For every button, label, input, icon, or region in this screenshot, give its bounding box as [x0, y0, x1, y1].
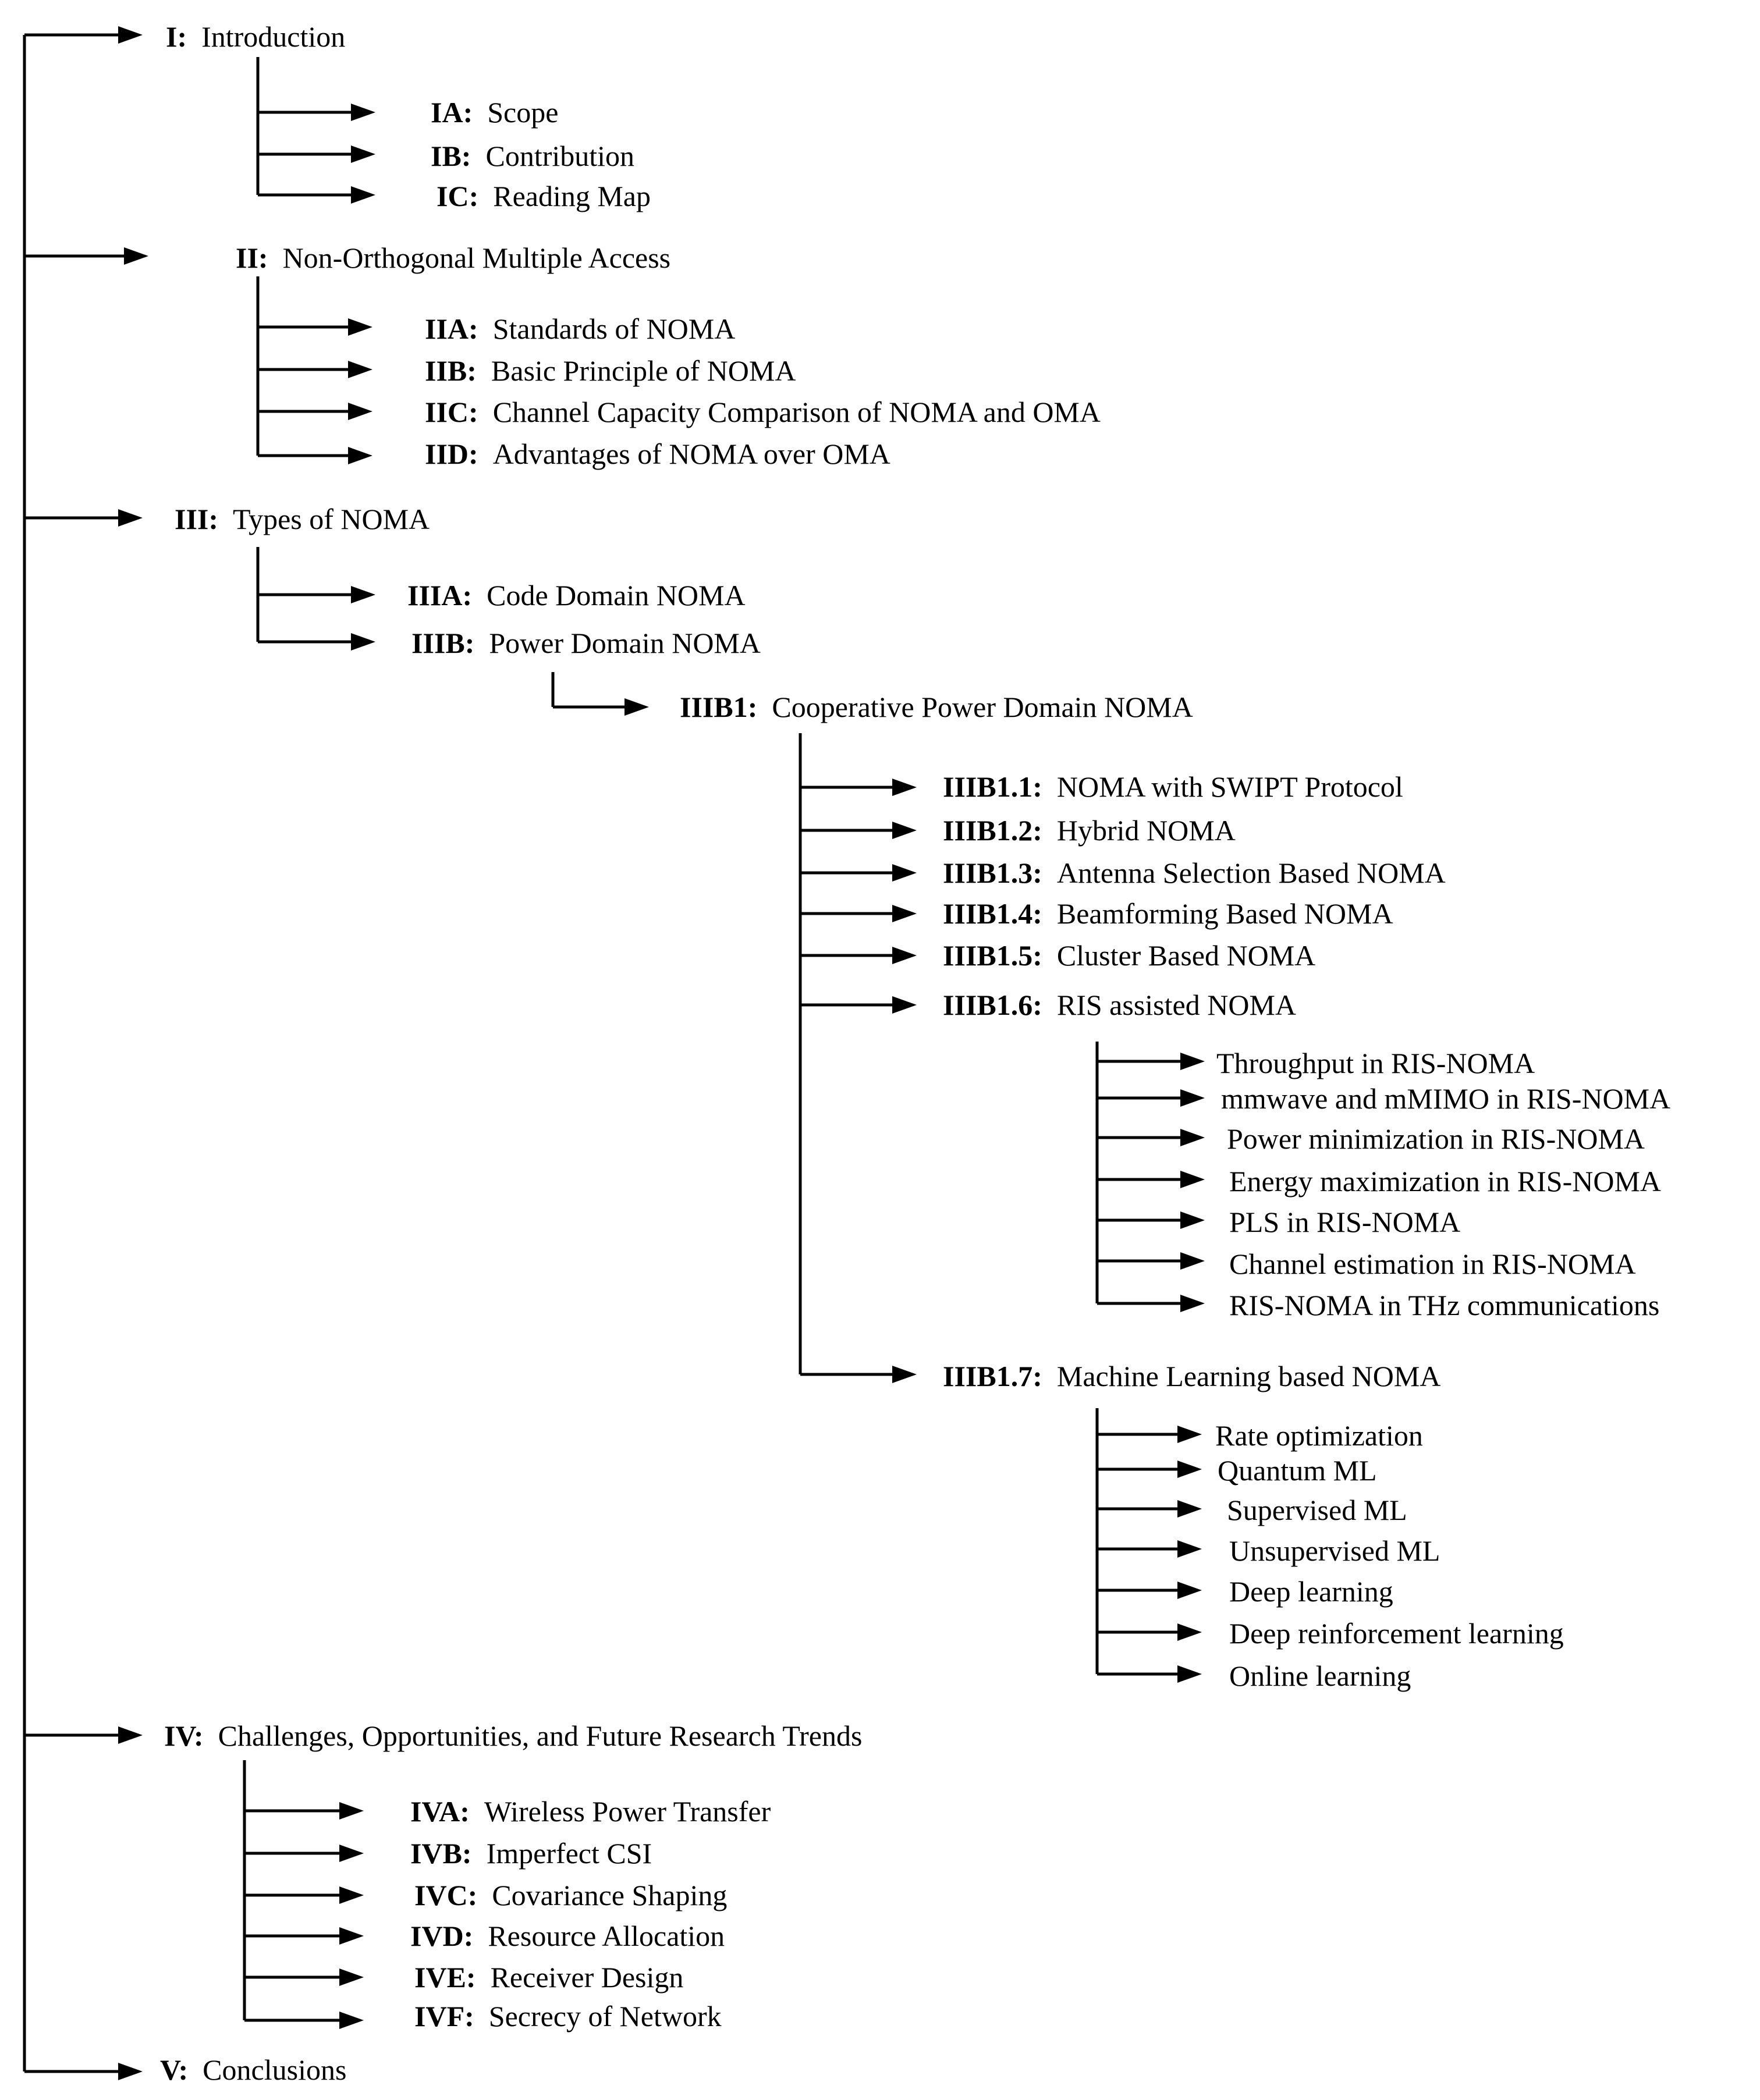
section-title: Channel estimation in RIS-NOMA	[1229, 1248, 1636, 1280]
node-ivc	[414, 1878, 727, 1913]
section-number: IIIB1.5:	[943, 939, 1042, 972]
ris-item	[1229, 1164, 1661, 1199]
section-title: Reading Map	[493, 180, 651, 212]
node-i	[166, 19, 345, 54]
section-title: Deep learning	[1229, 1575, 1393, 1608]
node-v	[160, 2052, 346, 2087]
node-ii	[236, 240, 670, 275]
section-number: IIIB1.1:	[943, 770, 1042, 803]
section-number: IIIB1.7:	[943, 1360, 1042, 1392]
section-number: IIIB:	[411, 627, 475, 659]
section-title: Standards of NOMA	[492, 312, 736, 345]
arrow-head	[339, 2012, 364, 2029]
arrow-head	[892, 947, 917, 964]
section-title: Types of NOMA	[233, 503, 430, 535]
arrow-head	[1180, 1053, 1205, 1070]
section-title: Secrecy of Network	[488, 2000, 722, 2033]
ml-item	[1229, 1533, 1440, 1568]
arrow-head	[1180, 1089, 1205, 1107]
arrow-head	[1180, 1171, 1205, 1188]
ml-item	[1229, 1658, 1411, 1693]
section-number: IIIB1.3:	[943, 857, 1042, 889]
ml-item	[1215, 1418, 1423, 1453]
node-iiib1-1	[943, 769, 1403, 804]
section-title: Hybrid NOMA	[1056, 814, 1236, 847]
node-ivd	[410, 1918, 725, 1953]
arrow-head	[348, 447, 372, 464]
arrow-head	[351, 633, 375, 651]
arrow-head	[1180, 1211, 1205, 1229]
section-title: Challenges, Opportunities, and Future Research Trends	[218, 1719, 863, 1752]
section-title: Cluster Based NOMA	[1056, 939, 1316, 972]
arrow-head	[351, 586, 375, 603]
node-iiib1	[680, 690, 1193, 724]
arrow-head	[348, 403, 372, 420]
section-title: Power Domain NOMA	[489, 627, 761, 659]
section-title: Deep reinforcement learning	[1229, 1617, 1564, 1650]
arrow-head	[1180, 1129, 1205, 1146]
node-ic	[437, 179, 651, 214]
section-number: IVA:	[410, 1795, 470, 1828]
section-number: IVF:	[414, 2000, 474, 2033]
section-title: Machine Learning based NOMA	[1056, 1360, 1441, 1392]
section-title: Advantages of NOMA over OMA	[492, 438, 890, 470]
arrow-head	[348, 318, 372, 336]
section-title: Supervised ML	[1227, 1494, 1407, 1526]
node-iii	[175, 502, 430, 536]
section-title: Introduction	[201, 20, 346, 53]
arrow-head	[351, 104, 375, 121]
section-number: IVB:	[410, 1837, 472, 1870]
node-ib	[431, 138, 634, 173]
ris-item	[1221, 1081, 1670, 1116]
arrow-head	[124, 247, 148, 265]
section-title: Online learning	[1229, 1660, 1411, 1692]
arrow-head	[118, 26, 143, 44]
arrow-head	[1177, 1500, 1202, 1518]
arrow-head	[1180, 1295, 1205, 1312]
ris-item	[1229, 1204, 1460, 1239]
section-title: Unsupervised ML	[1229, 1534, 1440, 1567]
section-title: Covariance Shaping	[492, 1879, 728, 1911]
arrow-head	[892, 905, 917, 922]
ml-item	[1229, 1574, 1393, 1609]
section-title: Rate optimization	[1215, 1419, 1423, 1452]
section-title: Antenna Selection Based NOMA	[1056, 857, 1446, 889]
arrow-head	[1180, 1252, 1205, 1270]
node-iiib1-2	[943, 813, 1236, 848]
section-number: IB:	[431, 140, 471, 172]
arrow-head	[892, 1366, 917, 1383]
arrow-head	[892, 864, 917, 882]
section-number: II:	[236, 241, 268, 274]
arrow-head	[118, 2063, 143, 2080]
ml-item	[1218, 1453, 1377, 1488]
ris-item	[1229, 1246, 1636, 1281]
arrow-head	[339, 1802, 364, 1820]
section-title: Scope	[487, 96, 559, 129]
section-number: IVD:	[410, 1920, 474, 1952]
arrow-head	[1177, 1426, 1202, 1443]
arrow-head	[892, 779, 917, 796]
node-iiib1-7	[943, 1359, 1440, 1394]
section-title: Contribution	[485, 140, 635, 172]
section-number: IIIB1.2:	[943, 814, 1042, 847]
node-iid	[425, 436, 890, 471]
arrow-head	[118, 509, 143, 527]
node-iiib1-4	[943, 896, 1393, 931]
node-ivf	[414, 1999, 722, 2034]
section-title: RIS assisted NOMA	[1056, 989, 1297, 1021]
section-number: IVC:	[414, 1879, 478, 1911]
node-iva	[410, 1794, 771, 1829]
section-title: PLS in RIS-NOMA	[1229, 1206, 1461, 1238]
node-iv	[164, 1718, 862, 1753]
section-number: IID:	[425, 438, 478, 470]
section-title: mmwave and mMIMO in RIS-NOMA	[1221, 1082, 1671, 1115]
ris-item	[1216, 1046, 1535, 1081]
section-title: Imperfect CSI	[486, 1837, 652, 1870]
section-number: IIC:	[425, 396, 478, 428]
arrow-head	[351, 186, 375, 204]
section-title: Power minimization in RIS-NOMA	[1227, 1122, 1645, 1155]
ml-item	[1229, 1616, 1564, 1651]
node-iia	[425, 311, 735, 346]
arrow-head	[1177, 1665, 1202, 1683]
section-title: Non-Orthogonal Multiple Access	[282, 241, 671, 274]
section-title: Code Domain NOMA	[487, 579, 746, 612]
node-iiia	[407, 578, 746, 613]
ris-item	[1229, 1288, 1659, 1323]
arrow-head	[624, 698, 649, 716]
section-title: Resource Allocation	[488, 1920, 725, 1952]
arrow-head	[348, 361, 372, 378]
section-number: IIB:	[425, 354, 477, 387]
arrow-head	[339, 1927, 364, 1945]
arrow-head	[1177, 1623, 1202, 1641]
section-number: IC:	[437, 180, 479, 212]
node-ivb	[410, 1836, 652, 1871]
node-iic	[425, 395, 1101, 429]
section-number: IIIB1.6:	[943, 989, 1042, 1021]
section-title: Throughput in RIS-NOMA	[1216, 1047, 1535, 1079]
section-number: IIIA:	[407, 579, 473, 612]
section-number: IIIB1:	[680, 691, 758, 723]
section-number: V:	[160, 2053, 189, 2086]
section-title: Beamforming Based NOMA	[1056, 897, 1393, 930]
section-title: NOMA with SWIPT Protocol	[1056, 770, 1403, 803]
ris-item	[1227, 1121, 1645, 1156]
section-number: IA:	[431, 96, 473, 129]
section-number: IIIB1.4:	[943, 897, 1042, 930]
section-title: Basic Principle of NOMA	[491, 354, 796, 387]
ml-item	[1227, 1493, 1407, 1527]
section-title: Wireless Power Transfer	[484, 1795, 771, 1828]
section-number: IIA:	[425, 312, 478, 345]
section-title: Channel Capacity Comparison of NOMA and OMA	[492, 396, 1101, 428]
section-title: Energy maximization in RIS-NOMA	[1229, 1165, 1662, 1198]
node-iiib1-6	[943, 987, 1296, 1022]
section-title: Quantum ML	[1218, 1454, 1377, 1487]
section-number: IVE:	[414, 1961, 476, 1994]
node-iiib	[411, 626, 761, 660]
node-iiib1-5	[943, 938, 1315, 973]
section-number: IV:	[164, 1719, 204, 1752]
arrow-head	[339, 1845, 364, 1862]
arrow-head	[1177, 1582, 1202, 1599]
node-ia	[431, 95, 558, 130]
arrow-head	[892, 822, 917, 839]
section-title: Conclusions	[203, 2053, 347, 2086]
arrow-head	[1177, 1461, 1202, 1478]
arrow-head	[1177, 1540, 1202, 1558]
arrow-head	[118, 1726, 143, 1744]
section-title: Receiver Design	[490, 1961, 684, 1994]
section-number: III:	[175, 503, 219, 535]
section-title: RIS-NOMA in THz communications	[1229, 1289, 1660, 1321]
arrow-head	[892, 996, 917, 1014]
section-title: Cooperative Power Domain NOMA	[772, 691, 1193, 723]
node-iiib1-3	[943, 855, 1446, 890]
section-number: I:	[166, 20, 187, 53]
node-iib	[425, 353, 796, 388]
arrow-head	[339, 1886, 364, 1904]
arrow-head	[351, 145, 375, 163]
node-ive	[414, 1960, 683, 1995]
arrow-head	[339, 1968, 364, 1986]
